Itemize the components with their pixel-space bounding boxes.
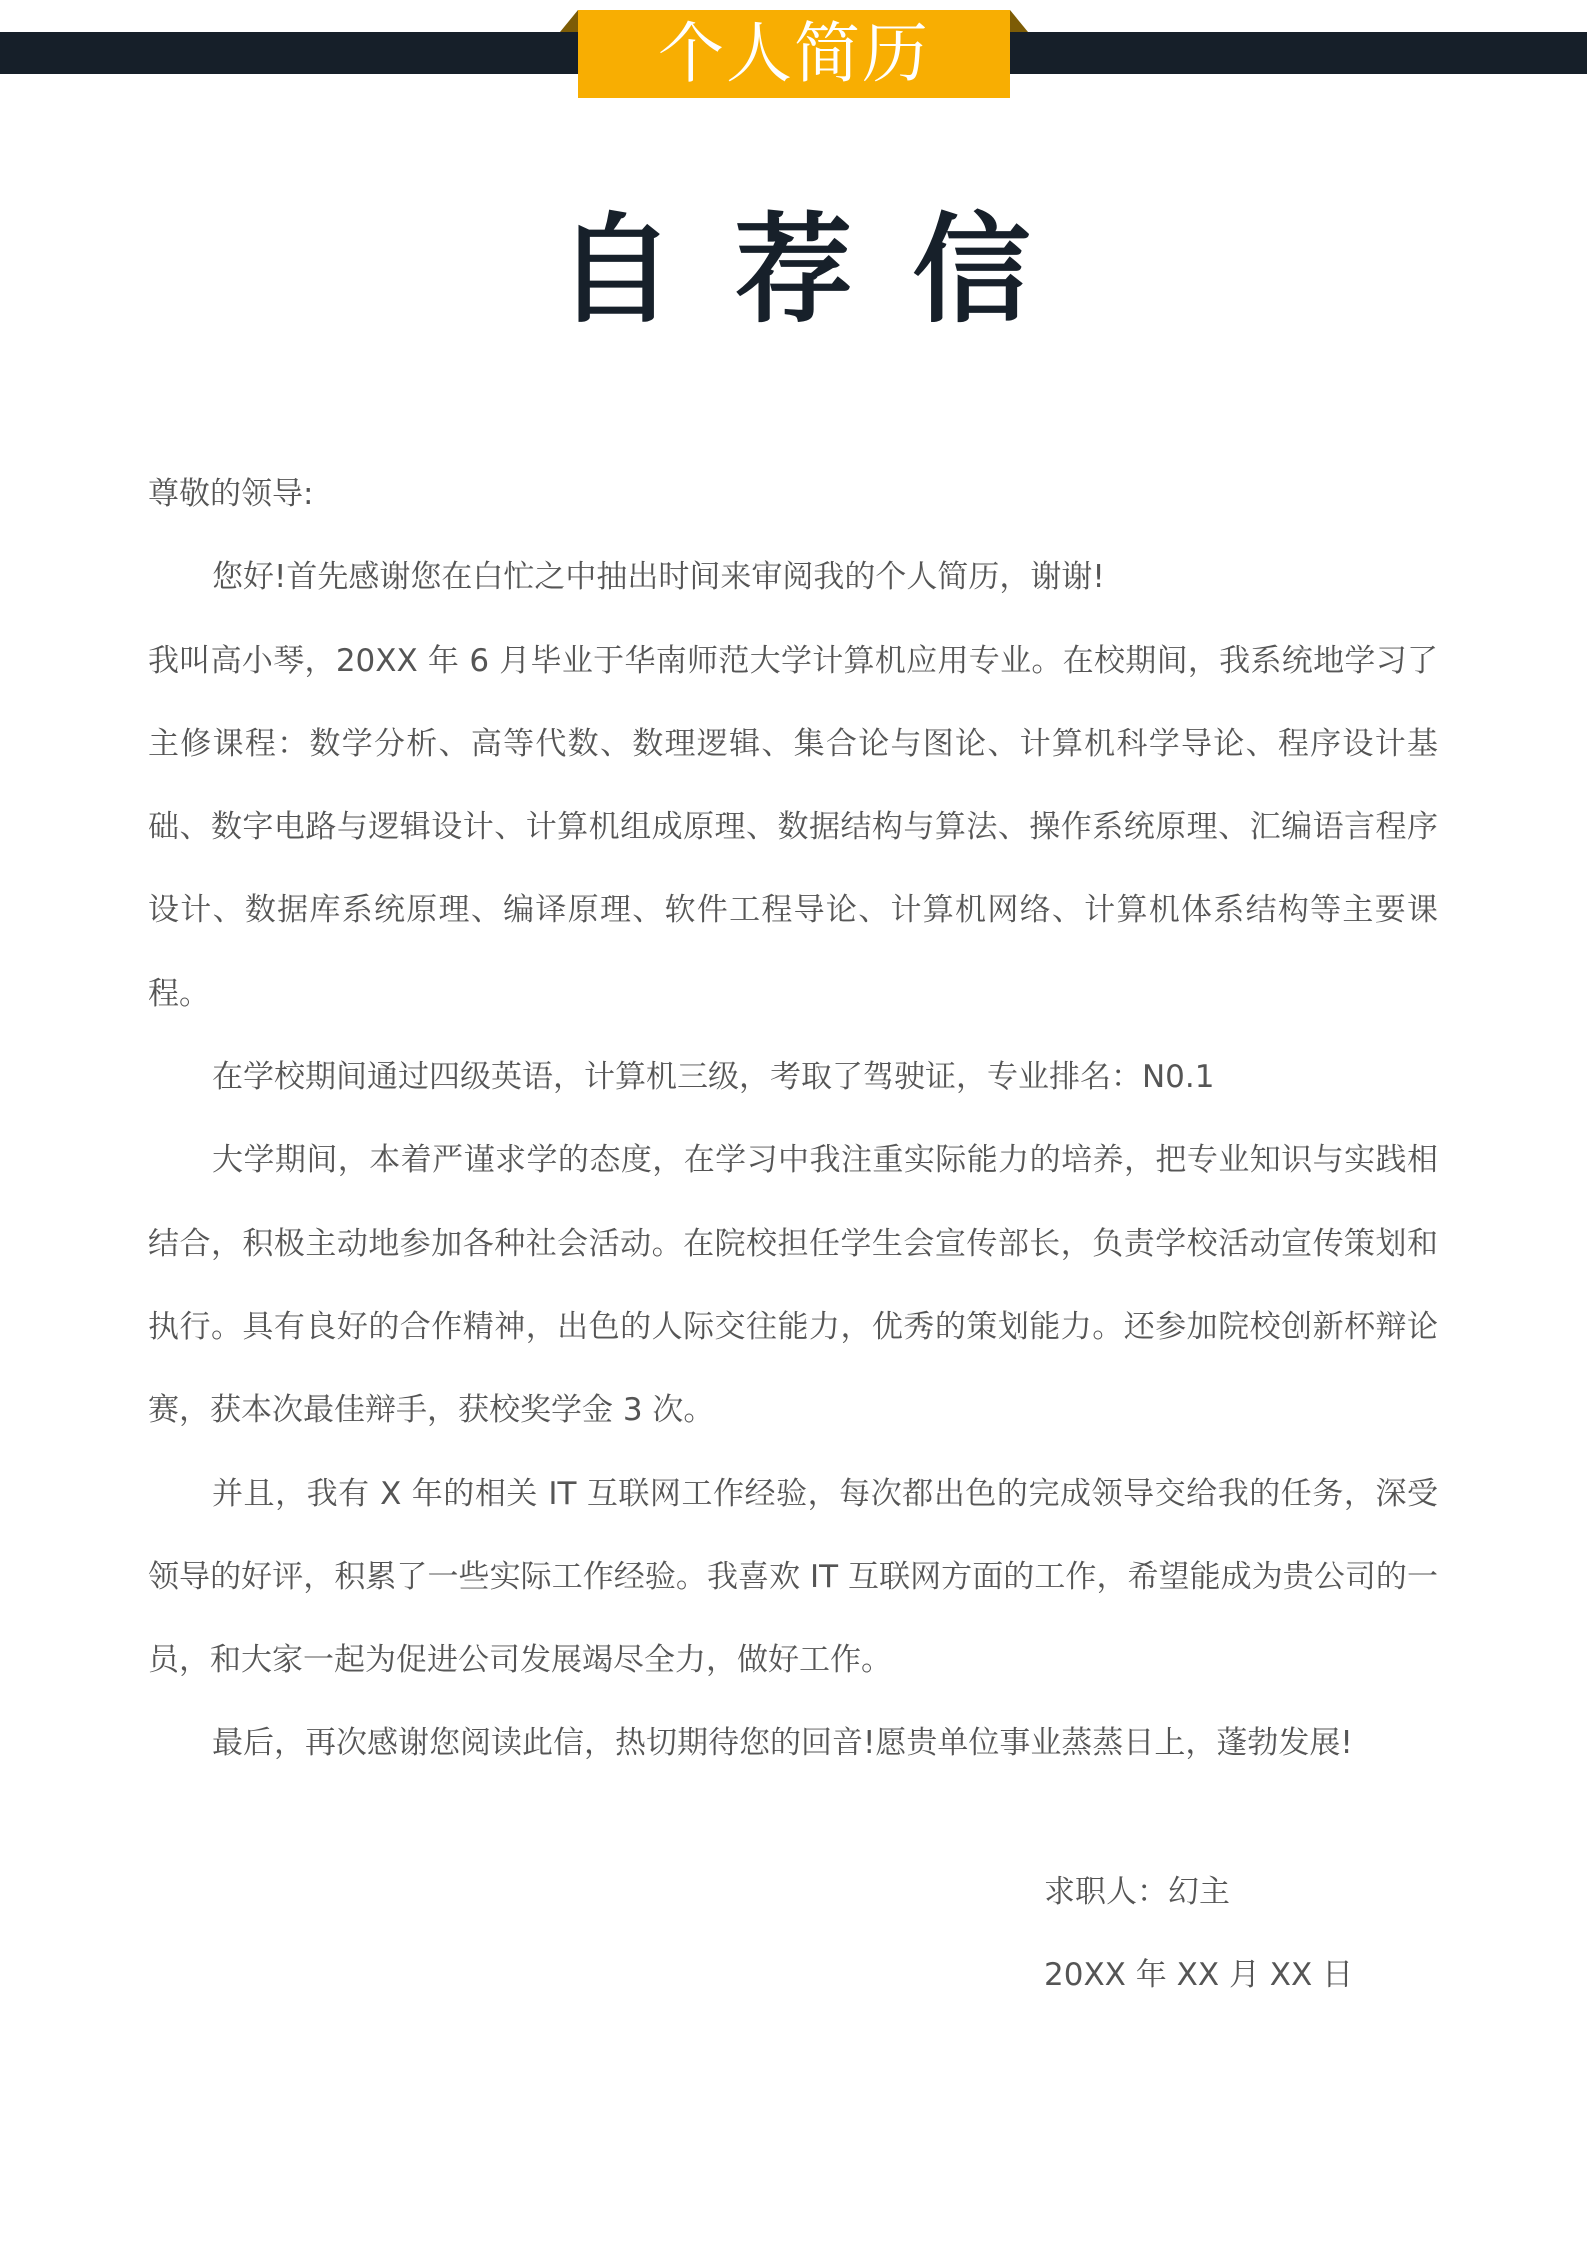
paragraph-greeting: 您好!首先感谢您在白忙之中抽出时间来审阅我的个人简历，谢谢! xyxy=(212,559,1105,596)
resume-banner xyxy=(578,10,1010,98)
letter-body xyxy=(148,453,1438,1786)
banner-label: 个人简历 xyxy=(658,15,930,92)
applicant-name: 求职人：幻主 xyxy=(1044,1874,1230,1910)
paragraph-certificates: 在学校期间通过四级英语，计算机三级，考取了驾驶证，专业排名：N0.1 xyxy=(212,1059,1215,1096)
paragraph-closing: 最后，再次感谢您阅读此信，热切期待您的回音!愿贵单位事业蒸蒸日上，蓬勃发展! xyxy=(212,1725,1353,1762)
salutation: 尊敬的领导: xyxy=(148,476,314,512)
paragraph-experience: 并且，我有 X 年的相关 IT 互联网工作经验，每次都出色的完成领导交给我的任务，深受领导的好评，积累了一些实际工作经验。我喜欢 IT 互联网方面的工作，希望能成为贵公司的一员，和大家一起为促进公司发展竭尽全力，做好工作。 xyxy=(148,1475,1438,1679)
banner-fold-right xyxy=(1010,10,1028,32)
banner-fold-left xyxy=(560,10,578,32)
signature-date: 20XX 年 XX 月 XX 日 xyxy=(1044,1957,1354,1994)
signature-block xyxy=(1044,1851,1353,2018)
paragraph-education: 我叫高小琴，20XX 年 6 月毕业于华南师范大学计算机应用专业。在校期间，我系统地学习了主修课程：数学分析、高等代数、数理逻辑、集合论与图论、计算机科学导论、程序设计基础、数字电路与逻辑设计、计算机组成原理、数据结构与算法、操作系统原理、汇编语言程序设计、数据库系统原理、编译原理、软件工程导论、计算机网络、计算机体系结构等主要课程。 xyxy=(148,642,1438,1012)
paragraph-activities: 大学期间，本着严谨求学的态度，在学习中我注重实际能力的培养，把专业知识与实践相结合，积极主动地参加各种社会活动。在院校担任学生会宣传部长，负责学校活动宣传策划和执行。具有良好的合作精神，出色的人际交往能力，优秀的策划能力。还参加院校创新杯辩论赛，获本次最佳辩手，获校奖学金 3 次。 xyxy=(148,1142,1438,1429)
page-title: 自荐信 xyxy=(556,201,1091,339)
